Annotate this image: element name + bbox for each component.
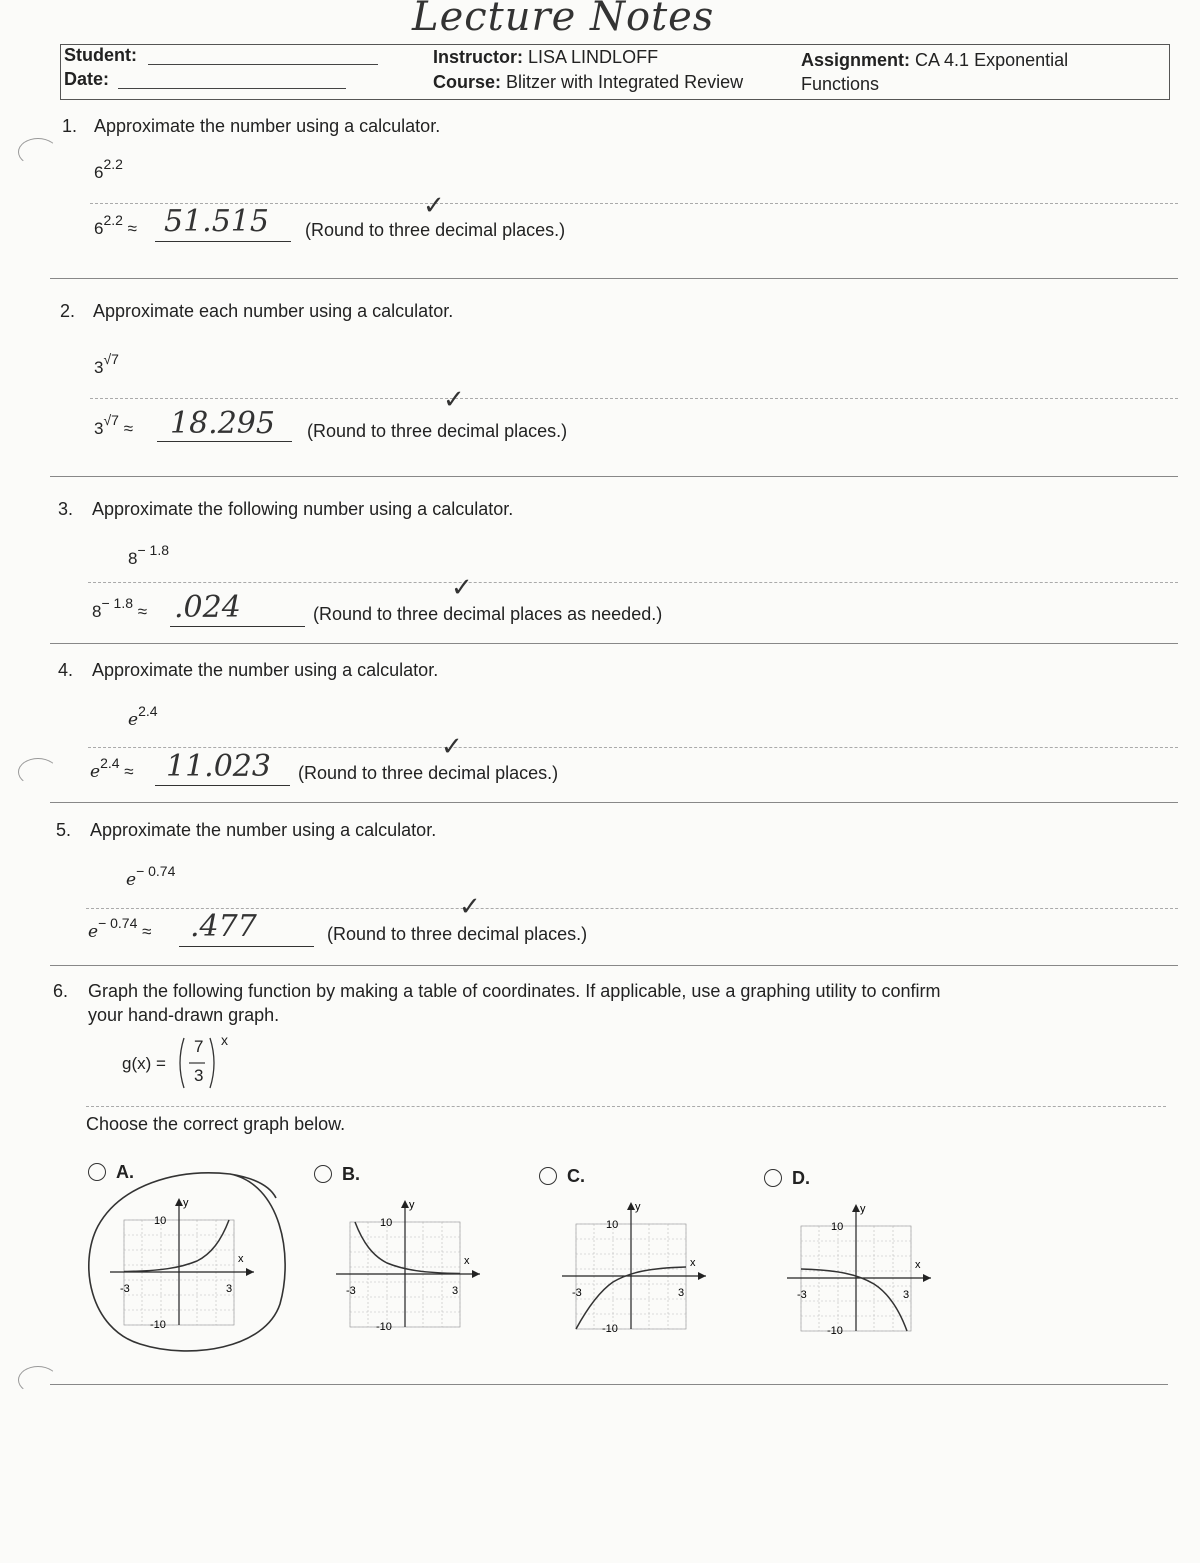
approx-symbol: ≈ <box>124 762 134 781</box>
expr-base: 8 <box>128 549 138 568</box>
x-min-tick: -3 <box>797 1289 807 1301</box>
binder-hole-mark <box>18 1366 58 1394</box>
student-field[interactable] <box>148 64 378 65</box>
check-mark-icon: ✓ <box>451 572 473 602</box>
x-max-tick: 3 <box>903 1289 910 1301</box>
question-prompt: Approximate the number using a calculator. <box>94 116 441 136</box>
expr-exponent: 2.2 <box>103 212 123 228</box>
answer-expression <box>90 755 134 782</box>
expr-exponent: − 1.8 <box>101 595 133 611</box>
y-min-tick: -10 <box>376 1321 392 1333</box>
option-letter: A. <box>116 1162 134 1182</box>
expr-exponent: 2.4 <box>138 703 158 719</box>
assignment-value-cont: Functions <box>801 74 880 94</box>
assignment-line <box>801 50 1068 71</box>
question-expression <box>128 542 169 569</box>
instructor-line <box>433 47 658 68</box>
question-prompt: Approximate the number using a calculator. <box>92 660 439 680</box>
check-mark-icon: ✓ <box>423 190 445 220</box>
x-max-tick: 3 <box>226 1283 233 1295</box>
round-note: (Round to three decimal places.) <box>327 924 588 944</box>
answer-field[interactable] <box>170 626 305 627</box>
student-label: Student: <box>64 45 137 65</box>
assignment-label: Assignment: <box>801 50 911 70</box>
x-axis-label: x <box>238 1253 244 1265</box>
check-mark-icon: ✓ <box>459 891 481 921</box>
y-max-tick: 10 <box>831 1221 844 1233</box>
x-min-tick: -3 <box>346 1285 356 1297</box>
y-axis-label: y <box>635 1201 641 1213</box>
dotted-divider <box>86 1106 1166 1107</box>
section-divider <box>50 476 1178 477</box>
date-label: Date: <box>64 69 110 89</box>
section-divider <box>50 1384 1168 1385</box>
x-min-tick: -3 <box>572 1287 582 1299</box>
binder-hole-mark <box>18 758 58 786</box>
expr-exponent: − 1.8 <box>137 542 169 558</box>
answer-value: .024 <box>174 590 241 625</box>
option-letter: D. <box>792 1168 810 1188</box>
round-note: (Round to three decimal places.) <box>298 763 559 783</box>
question-expression <box>128 703 158 730</box>
y-axis-label: y <box>860 1203 866 1215</box>
question-number: 5. <box>56 820 72 840</box>
expr-base: e <box>128 710 139 730</box>
y-max-tick: 10 <box>606 1219 619 1231</box>
instructor-value: LISA LINDLOFF <box>528 47 659 67</box>
x-axis-label: x <box>690 1257 696 1269</box>
expr-exponent: 2.4 <box>100 755 120 771</box>
option-letter: C. <box>567 1166 585 1186</box>
check-mark-icon: ✓ <box>441 731 463 761</box>
answer-value: 18.295 <box>170 406 275 441</box>
function-expression <box>122 1034 242 1092</box>
question-expression <box>94 156 123 183</box>
dotted-divider <box>90 398 1178 399</box>
radio-button[interactable] <box>539 1167 557 1185</box>
y-min-tick: -10 <box>150 1319 166 1331</box>
expr-base: 8 <box>92 602 102 621</box>
answer-value: 51.515 <box>164 204 269 239</box>
answer-field[interactable] <box>157 441 292 442</box>
y-axis-label: y <box>183 1197 189 1209</box>
expr-exponent: − 0.74 <box>98 915 138 931</box>
question-prompt-cont: your hand-drawn graph. <box>88 1005 280 1025</box>
approx-symbol: ≈ <box>127 219 138 238</box>
expr-base: 3 <box>94 419 104 438</box>
section-divider <box>50 802 1178 803</box>
graph-d[interactable] <box>787 1200 977 1350</box>
question-expression <box>126 863 176 890</box>
expr-base: 3 <box>94 358 104 377</box>
question-prompt: Graph the following function by making a table of coordinates. If applicable, use a graphing utility to confirm <box>88 981 941 1001</box>
expr-base: e <box>126 870 137 890</box>
y-min-tick: -10 <box>827 1325 843 1337</box>
question-prompt: Approximate the number using a calculator. <box>90 820 437 840</box>
x-max-tick: 3 <box>452 1285 459 1297</box>
course-label: Course: <box>433 72 502 92</box>
x-axis-label: x <box>915 1259 921 1271</box>
date-field[interactable] <box>118 88 346 89</box>
section-divider <box>50 965 1178 966</box>
approx-symbol: ≈ <box>137 602 148 621</box>
assignment-value: CA 4.1 Exponential <box>915 50 1069 70</box>
y-max-tick: 10 <box>380 1217 393 1229</box>
answer-field[interactable] <box>155 241 291 242</box>
expr-base: 6 <box>94 219 104 238</box>
answer-value: .477 <box>190 909 257 944</box>
y-axis-label: y <box>409 1199 415 1211</box>
expr-exponent: √7 <box>103 351 119 367</box>
fraction-denominator: 3 <box>194 1066 204 1085</box>
question-number: 3. <box>58 499 74 519</box>
x-max-tick: 3 <box>678 1287 685 1299</box>
section-divider <box>50 643 1178 644</box>
round-note: (Round to three decimal places.) <box>305 220 566 240</box>
y-max-tick: 10 <box>154 1215 167 1227</box>
instructor-label: Instructor: <box>433 47 523 67</box>
answer-value: 11.023 <box>166 749 271 784</box>
round-note: (Round to three decimal places.) <box>307 421 568 441</box>
x-min-tick: -3 <box>120 1283 130 1295</box>
binder-hole-mark <box>18 138 58 166</box>
check-mark-icon: ✓ <box>443 384 465 414</box>
answer-expression <box>94 212 138 239</box>
dotted-divider <box>88 582 1178 583</box>
section-divider <box>50 278 1178 279</box>
option-letter: B. <box>342 1164 360 1184</box>
answer-expression <box>92 595 148 622</box>
radio-button[interactable] <box>764 1169 782 1187</box>
course-line <box>433 72 743 93</box>
graph-b[interactable] <box>336 1196 526 1346</box>
graph-c[interactable] <box>562 1198 752 1348</box>
expr-exponent: 2.2 <box>103 156 123 172</box>
graph-a[interactable] <box>110 1194 300 1344</box>
answer-expression <box>94 412 134 439</box>
radio-button[interactable] <box>314 1165 332 1183</box>
y-min-tick: -10 <box>602 1323 618 1335</box>
question-prompt: Approximate each number using a calculator. <box>93 301 454 321</box>
approx-symbol: ≈ <box>142 922 152 941</box>
question-number: 2. <box>60 301 76 321</box>
answer-expression <box>88 915 152 942</box>
answer-field[interactable] <box>155 785 290 786</box>
question-number: 1. <box>62 116 78 136</box>
question-prompt: Approximate the following number using a calculator. <box>92 499 514 519</box>
question-expression <box>94 351 119 378</box>
question-number: 4. <box>58 660 74 680</box>
function-exponent: x <box>221 1032 228 1048</box>
expr-exponent: − 0.74 <box>136 863 176 879</box>
course-value: Blitzer with Integrated Review <box>506 72 744 92</box>
expr-base: e <box>88 922 99 942</box>
approx-symbol: ≈ <box>123 419 134 438</box>
function-lhs: g(x) = <box>122 1054 166 1073</box>
dotted-divider <box>88 747 1178 748</box>
expr-base: 6 <box>94 163 104 182</box>
question-number: 6. <box>53 981 69 1001</box>
x-axis-label: x <box>464 1255 470 1267</box>
choose-instruction: Choose the correct graph below. <box>86 1114 346 1134</box>
answer-field[interactable] <box>179 946 314 947</box>
fraction-numerator: 7 <box>194 1037 204 1056</box>
round-note: (Round to three decimal places as needed.) <box>313 604 663 624</box>
expr-base: e <box>90 762 101 782</box>
handwritten-title: Lecture Notes <box>412 0 715 40</box>
expr-exponent: √7 <box>103 412 119 428</box>
